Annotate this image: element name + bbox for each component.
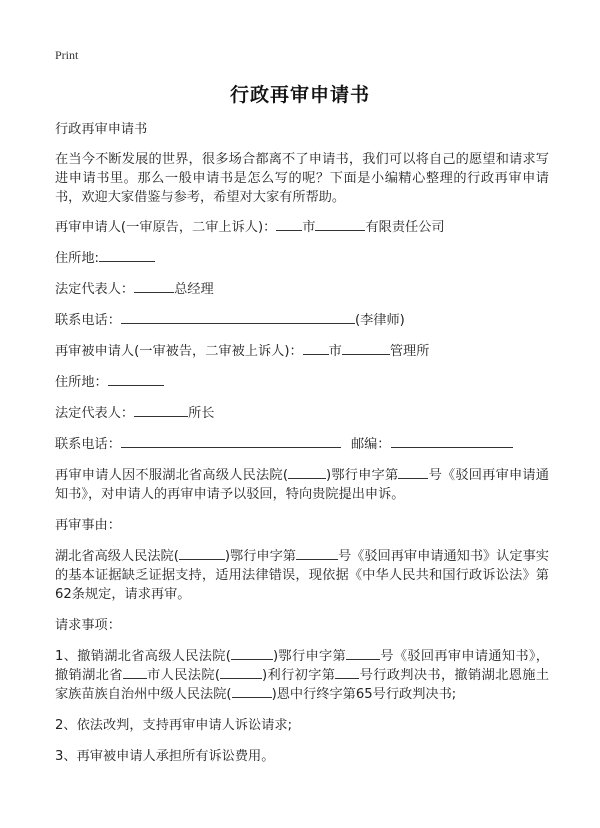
text: 号《驳回再审申请通知书》，撤销湖北省 (55, 649, 549, 683)
blank-field (315, 218, 365, 231)
appeal-statement (55, 466, 549, 504)
blank-field (134, 280, 174, 293)
blank-field (121, 435, 341, 448)
section-heading-requests (55, 616, 549, 635)
text: 号行政判决书，撤销湖北恩施土家族苗族自治州中级人民法院( (55, 668, 550, 702)
text: (李律师) (354, 313, 405, 328)
label: 住所地: (55, 251, 100, 266)
label: 再审被申请人(一审被告，二审被上诉人)： (55, 344, 303, 359)
text: )鄂行申字第 (325, 468, 399, 483)
blank-field (398, 466, 428, 479)
text: 号《驳回再审申请通知书》，对申请人的再审申请予以驳回，特向贵院提出申诉。 (55, 468, 549, 502)
label: 法定代表人： (55, 406, 135, 421)
blank-field (108, 373, 164, 386)
text: 再审事由： (55, 518, 121, 533)
print-link[interactable]: Print (55, 48, 79, 62)
text: 再审申请人因不服湖北省高级人民法院( (55, 468, 288, 483)
label: 再审申请人(一审原告，二审上诉人)： (55, 220, 277, 235)
text: 1、撤销湖北省高级人民法院( (55, 649, 231, 664)
text: 市 (328, 344, 342, 359)
text: )鄂行申字第 (224, 549, 296, 564)
label: 联系电话： (55, 313, 121, 328)
blank-field (99, 249, 155, 262)
blank-field (288, 466, 326, 479)
blank-field (179, 547, 225, 560)
blank-field (303, 342, 329, 355)
text: 行政再审申请书 (55, 122, 148, 137)
request-item-2 (55, 716, 549, 735)
document-body (55, 120, 549, 766)
request-item-1 (55, 647, 549, 704)
page-title: 行政再审申请书 (229, 84, 370, 106)
blank-field (335, 666, 359, 679)
doc-subheading (55, 120, 549, 139)
intro-paragraph (55, 150, 549, 207)
text: )鄂行申字第 (272, 649, 346, 664)
text: 总经理 (174, 282, 214, 297)
blank-field (123, 666, 147, 679)
text: 市 (302, 220, 316, 235)
reasons-paragraph (55, 547, 549, 604)
section-heading-reasons (55, 516, 549, 535)
applicant-address-line (55, 249, 549, 268)
blank-field (346, 647, 380, 660)
blank-field (232, 685, 272, 698)
text: )恩中行终字第65号行政判决书; (271, 687, 457, 702)
text: 市人民法院( (146, 668, 221, 683)
applicant-representative-line (55, 280, 549, 299)
text: )利行初字第 (262, 668, 336, 683)
label: 邮编： (350, 437, 391, 452)
text: 所长 (188, 406, 215, 421)
label: 联系电话： (55, 437, 121, 452)
text: 2、依法改判，支持再审申请人诉讼请求; (55, 718, 293, 733)
request-item-3 (55, 747, 549, 766)
blank-field (220, 666, 262, 679)
blank-field (276, 218, 302, 231)
blank-field (342, 342, 390, 355)
applicant-line (55, 218, 549, 237)
text: 湖北省高级人民法院( (55, 549, 179, 564)
label: 住所地： (55, 375, 108, 390)
respondent-representative-line (55, 404, 549, 423)
text: 有限责任公司 (365, 220, 445, 235)
text: 请求事项： (55, 618, 121, 633)
text: 管理所 (389, 344, 430, 359)
respondent-line (55, 342, 549, 361)
respondent-phone-line (55, 435, 549, 454)
text: 号《驳回再审申请通知书》认定事实的基本证据缺乏证据支持，适用法律错误，现依据《中华人民共和国行政诉讼法》第62条规定，请求再审。 (55, 549, 549, 602)
blank-field (121, 311, 355, 324)
blank-field (231, 647, 273, 660)
blank-field (296, 547, 338, 560)
respondent-address-line (55, 373, 549, 392)
applicant-phone-line (55, 311, 549, 330)
text: 3、再审被申请人承担所有诉讼费用。 (55, 749, 275, 764)
label: 法定代表人： (55, 282, 135, 297)
blank-field (134, 404, 188, 417)
text: 在当今不断发展的世界，很多场合都离不了申请书，我们可以将自己的愿望和请求写进申请书里。那么一般申请书是怎么写的呢？下面是小编精心整理的行政再审申请书，欢迎大家借鉴与参考，希望对大家有所帮助。 (55, 152, 549, 205)
blank-field (391, 435, 513, 448)
